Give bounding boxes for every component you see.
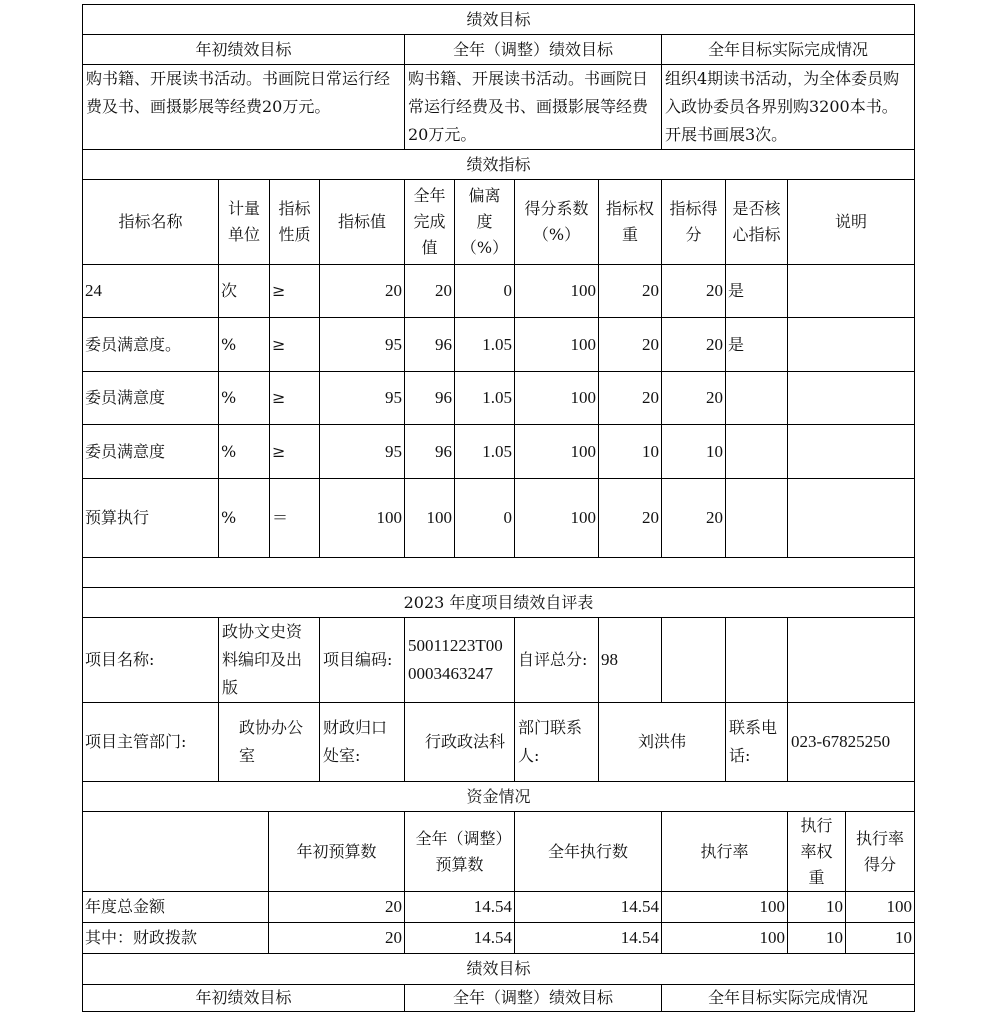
cell-text: 20 bbox=[706, 334, 723, 354]
indicator-cell bbox=[454, 264, 515, 318]
cell-text: 指标权重 bbox=[605, 199, 654, 244]
cell-text: 联系电话: bbox=[729, 718, 778, 765]
indicator-header bbox=[661, 179, 726, 265]
cell-text: 是 bbox=[728, 281, 745, 300]
indicator-cell bbox=[319, 371, 405, 425]
section-title bbox=[82, 4, 915, 35]
cell-text: 委员满意度 bbox=[85, 441, 166, 461]
cell-text: 14.54 bbox=[620, 928, 659, 947]
cell-text: 100 bbox=[886, 897, 912, 916]
funds-header bbox=[787, 811, 846, 892]
indicator-cell bbox=[319, 317, 405, 372]
indicator-cell bbox=[218, 478, 270, 558]
cell-text: 组织4期读书活动，为全体委员购入政协委员各界别购3200本书。开展书画展3次。 bbox=[665, 69, 900, 144]
indicator-cell bbox=[725, 478, 788, 558]
cell-text: 14.54 bbox=[620, 897, 659, 916]
funds-cell bbox=[514, 891, 662, 923]
cell-text: 20 bbox=[706, 281, 723, 300]
cell-text: 100 bbox=[570, 281, 596, 300]
project-cell bbox=[725, 702, 788, 782]
goal-header bbox=[82, 34, 405, 65]
cell-text: 全年（调整）预算数 bbox=[415, 828, 504, 874]
indicator-cell bbox=[454, 317, 515, 372]
goal-text bbox=[404, 64, 662, 150]
cell-text: 是否核心指标 bbox=[732, 199, 781, 244]
cell-text: 年初绩效目标 bbox=[195, 988, 292, 1007]
cell-text: 全年目标实际完成情况 bbox=[707, 988, 868, 1007]
cell-text: 100 bbox=[759, 897, 785, 916]
cell-text: 是 bbox=[728, 334, 745, 354]
project-cell bbox=[319, 617, 405, 703]
blank-row bbox=[82, 557, 915, 588]
indicator-cell bbox=[404, 371, 455, 425]
cell-text: 年初绩效目标 bbox=[195, 39, 292, 59]
cell-text: 年初预算数 bbox=[296, 841, 377, 861]
funds-cell bbox=[82, 922, 269, 954]
cell-text: 0 bbox=[503, 281, 512, 300]
indicator-cell bbox=[787, 478, 915, 558]
cell-text: 说明 bbox=[834, 212, 867, 231]
indicator-cell bbox=[404, 478, 455, 558]
cell-text: 政协文史资料编印及出版 bbox=[222, 622, 303, 697]
cell-text: 指标得分 bbox=[669, 199, 718, 244]
project-cell bbox=[218, 617, 320, 703]
project-cell bbox=[404, 702, 515, 782]
cell-text: 24 bbox=[85, 281, 102, 300]
cell-text: 次 bbox=[221, 281, 238, 300]
cell-text: 委员满意度 bbox=[85, 388, 166, 407]
indicator-header bbox=[454, 179, 515, 265]
funds-cell bbox=[404, 922, 515, 954]
indicator-cell bbox=[787, 424, 915, 479]
funds-header bbox=[514, 811, 662, 892]
cell-text: 1.05 bbox=[482, 441, 512, 461]
indicator-cell bbox=[725, 317, 788, 372]
cell-text: 项目编码: bbox=[323, 650, 393, 669]
indicator-cell bbox=[661, 371, 726, 425]
cell-text: 全年目标实际完成情况 bbox=[707, 39, 868, 59]
cell-text: 购书籍、开展读书活动。书画院日常运行经费及书、画摄影展等经费20万元。 bbox=[408, 69, 649, 144]
cell-text: 购书籍、开展读书活动。书画院日常运行经费及书、画摄影展等经费20万元。 bbox=[86, 69, 391, 116]
cell-text: 项目名称: bbox=[85, 650, 155, 669]
cell-text: 50011223T000003463247 bbox=[408, 636, 503, 683]
indicator-cell bbox=[404, 317, 455, 372]
indicator-cell bbox=[269, 424, 320, 479]
indicator-cell bbox=[598, 424, 662, 479]
goal-text bbox=[82, 64, 405, 150]
cell-text: % bbox=[221, 508, 237, 527]
indicator-cell bbox=[269, 317, 320, 372]
funds-cell bbox=[787, 922, 846, 954]
cell-text: 20 bbox=[706, 388, 723, 407]
cell-text: 10 bbox=[826, 928, 843, 947]
indicator-cell bbox=[514, 264, 599, 318]
cell-text: 指标值 bbox=[337, 212, 386, 231]
indicator-header bbox=[269, 179, 320, 265]
cell-text: 95 bbox=[385, 388, 402, 407]
cell-text: ≥ bbox=[272, 281, 286, 300]
indicator-cell bbox=[454, 424, 515, 479]
performance-table bbox=[83, 5, 915, 1012]
cell-text: 20 bbox=[706, 508, 723, 527]
cell-text: 20 bbox=[642, 334, 659, 354]
funds-cell bbox=[404, 891, 515, 923]
indicator-header bbox=[404, 179, 455, 265]
cell-text: 96 bbox=[435, 334, 452, 354]
indicator-cell bbox=[319, 424, 405, 479]
cell-text: 1.05 bbox=[482, 388, 512, 407]
cell-text: 20 bbox=[642, 388, 659, 407]
funds-header bbox=[661, 811, 788, 892]
project-cell bbox=[514, 617, 599, 703]
indicator-header bbox=[725, 179, 788, 265]
indicator-cell bbox=[514, 478, 599, 558]
indicator-cell bbox=[661, 424, 726, 479]
cell-text: 20 bbox=[385, 897, 402, 916]
indicator-cell bbox=[218, 371, 270, 425]
indicator-cell bbox=[598, 317, 662, 372]
cell-text: 20 bbox=[385, 281, 402, 300]
cell-text: 部门联系人: bbox=[518, 718, 583, 765]
cell-text: 其中：财政拨款 bbox=[85, 928, 198, 947]
cell-text: ＝ bbox=[272, 508, 289, 527]
project-cell bbox=[82, 702, 219, 782]
project-cell bbox=[404, 617, 515, 703]
funds-header bbox=[404, 811, 515, 892]
goal-header bbox=[661, 34, 915, 65]
cell-text: 100 bbox=[376, 508, 402, 527]
goal-header bbox=[82, 984, 405, 1012]
project-cell bbox=[661, 617, 726, 703]
project-cell bbox=[787, 617, 915, 703]
indicator-cell bbox=[218, 264, 270, 318]
indicator-cell bbox=[319, 264, 405, 318]
indicator-cell bbox=[598, 264, 662, 318]
indicator-cell bbox=[787, 317, 915, 372]
cell-text: 指标性质 bbox=[278, 199, 311, 244]
indicator-cell bbox=[661, 317, 726, 372]
cell-text: % bbox=[221, 388, 237, 407]
indicator-cell bbox=[514, 371, 599, 425]
cell-text: 96 bbox=[435, 388, 452, 407]
indicator-cell bbox=[82, 424, 219, 479]
funds-cell bbox=[661, 922, 788, 954]
cell-text: 10 bbox=[895, 928, 912, 947]
cell-text: 10 bbox=[706, 441, 723, 461]
funds-cell bbox=[787, 891, 846, 923]
cell-text: 自评总分: bbox=[518, 650, 588, 669]
cell-text: 20 bbox=[642, 281, 659, 300]
cell-text: 95 bbox=[385, 334, 402, 354]
indicator-cell bbox=[269, 371, 320, 425]
indicator-cell bbox=[218, 424, 270, 479]
indicator-cell bbox=[787, 371, 915, 425]
cell-text: 资金情况 bbox=[466, 786, 531, 806]
cell-text: 0 bbox=[503, 508, 512, 527]
indicator-header bbox=[82, 179, 219, 265]
indicator-cell bbox=[82, 317, 219, 372]
cell-text: 14.54 bbox=[473, 897, 512, 916]
cell-text: 执行率 bbox=[700, 841, 749, 861]
cell-text: 执行率得分 bbox=[856, 828, 905, 874]
project-cell bbox=[319, 702, 405, 782]
cell-text: 执行率权重 bbox=[800, 815, 833, 887]
cell-text: 100 bbox=[570, 441, 596, 461]
cell-text: 指标名称 bbox=[118, 212, 183, 231]
cell-text: 100 bbox=[426, 508, 452, 527]
cell-text: 绩效目标 bbox=[466, 959, 531, 978]
indicator-cell bbox=[514, 317, 599, 372]
cell-text: 100 bbox=[570, 508, 596, 527]
indicator-cell bbox=[454, 478, 515, 558]
cell-text: % bbox=[221, 334, 237, 354]
cell-text: 96 bbox=[435, 441, 452, 461]
cell-text: 偏离度（%） bbox=[460, 186, 509, 257]
goal-header bbox=[404, 984, 662, 1012]
cell-text: 14.54 bbox=[473, 928, 512, 947]
cell-text: 10 bbox=[826, 897, 843, 916]
cell-text: 刘洪伟 bbox=[637, 732, 686, 751]
cell-text: 100 bbox=[570, 334, 596, 354]
cell-text: 全年（调整）绩效目标 bbox=[452, 39, 613, 59]
indicator-cell bbox=[454, 371, 515, 425]
cell-text: 得分系数（%） bbox=[524, 199, 589, 244]
cell-text: 委员满意度。 bbox=[85, 334, 182, 354]
indicator-cell bbox=[404, 264, 455, 318]
cell-text: 10 bbox=[642, 441, 659, 461]
funds-cell bbox=[268, 922, 405, 954]
cell-text: 98 bbox=[601, 650, 618, 669]
section-title bbox=[82, 587, 915, 618]
indicator-header bbox=[787, 179, 915, 265]
indicator-cell bbox=[725, 264, 788, 318]
cell-text: 20 bbox=[435, 281, 452, 300]
cell-text: 1.05 bbox=[482, 334, 512, 354]
cell-text: 绩效目标 bbox=[466, 9, 531, 29]
funds-header bbox=[845, 811, 915, 892]
indicator-cell bbox=[82, 371, 219, 425]
cell-text: 财政归口处室: bbox=[323, 718, 388, 765]
indicator-cell bbox=[725, 371, 788, 425]
indicator-cell bbox=[787, 264, 915, 318]
cell-text: 预算执行 bbox=[85, 508, 150, 527]
cell-text: 100 bbox=[759, 928, 785, 947]
cell-text: 行政政法科 bbox=[425, 732, 506, 751]
indicator-cell bbox=[218, 317, 270, 372]
cell-text: 023-67825250 bbox=[791, 732, 891, 751]
cell-text: 全年（调整）绩效目标 bbox=[452, 988, 613, 1007]
funds-header-blank bbox=[82, 811, 269, 892]
indicator-cell bbox=[514, 424, 599, 479]
project-cell bbox=[598, 617, 662, 703]
indicator-cell bbox=[269, 264, 320, 318]
funds-cell bbox=[845, 922, 915, 954]
indicator-cell bbox=[598, 478, 662, 558]
cell-text: 政协办公室 bbox=[239, 718, 304, 765]
funds-cell bbox=[82, 891, 269, 923]
indicator-cell bbox=[661, 264, 726, 318]
indicator-cell bbox=[82, 478, 219, 558]
cell-text: 全年执行数 bbox=[547, 841, 628, 861]
funds-cell bbox=[268, 891, 405, 923]
goal-header bbox=[404, 34, 662, 65]
project-cell bbox=[82, 617, 219, 703]
cell-text: 2023 年度项目绩效自评表 bbox=[403, 592, 594, 612]
cell-text: 全年完成值 bbox=[413, 186, 446, 257]
funds-cell bbox=[514, 922, 662, 954]
cell-text: 20 bbox=[642, 508, 659, 527]
indicator-cell bbox=[598, 371, 662, 425]
cell-text: 100 bbox=[570, 388, 596, 407]
project-cell bbox=[218, 702, 320, 782]
indicator-cell bbox=[404, 424, 455, 479]
indicator-cell bbox=[269, 478, 320, 558]
cell-text: 项目主管部门: bbox=[85, 732, 187, 751]
cell-text: ≥ bbox=[272, 441, 286, 461]
project-cell bbox=[787, 702, 915, 782]
cell-text: % bbox=[221, 441, 237, 461]
goal-header bbox=[661, 984, 915, 1012]
indicator-cell bbox=[319, 478, 405, 558]
project-cell bbox=[514, 702, 599, 782]
cell-text: 20 bbox=[385, 928, 402, 947]
project-cell bbox=[598, 702, 726, 782]
indicator-cell bbox=[82, 264, 219, 318]
cell-text: 95 bbox=[385, 441, 402, 461]
section-title bbox=[82, 149, 915, 180]
indicator-header bbox=[319, 179, 405, 265]
funds-header bbox=[268, 811, 405, 892]
section-title bbox=[82, 781, 915, 812]
section-title bbox=[82, 953, 915, 985]
indicator-cell bbox=[725, 424, 788, 479]
project-cell bbox=[725, 617, 788, 703]
funds-cell bbox=[661, 891, 788, 923]
funds-cell bbox=[845, 891, 915, 923]
cell-text: 绩效指标 bbox=[466, 154, 531, 174]
cell-text: ≥ bbox=[272, 334, 286, 354]
cell-text: 计量单位 bbox=[227, 199, 260, 244]
cell-text: 年度总金额 bbox=[85, 897, 166, 916]
cell-text: ≥ bbox=[272, 388, 286, 407]
indicator-header bbox=[218, 179, 270, 265]
indicator-header bbox=[514, 179, 599, 265]
indicator-cell bbox=[661, 478, 726, 558]
goal-text bbox=[661, 64, 915, 150]
indicator-header bbox=[598, 179, 662, 265]
